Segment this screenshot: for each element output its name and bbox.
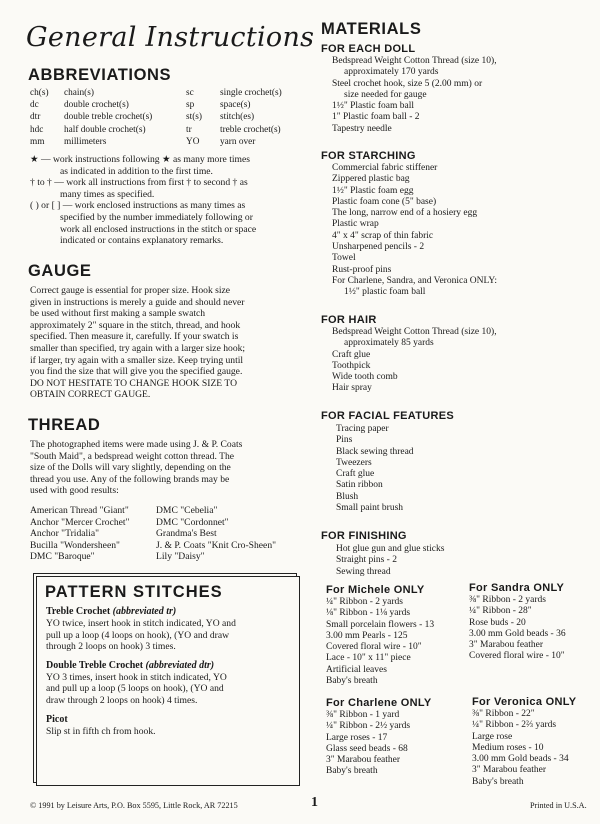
material-item: Tweezers <box>336 457 372 468</box>
stitch-abbreviation: (abbreviated dtr) <box>145 659 215 671</box>
abbreviation-code: sp <box>186 100 195 111</box>
material-item: Craft glue <box>336 469 375 480</box>
stitch-title: Treble Crochet <box>46 606 111 617</box>
material-item: Toothpick <box>332 360 371 371</box>
text-line: approximately 2" square in the stitch, thread, and hook <box>30 319 241 331</box>
material-item: Unsharpened pencils - 2 <box>332 242 425 253</box>
pattern-stitches-heading: PATTERN STITCHES <box>45 583 223 601</box>
charlene-heading: For Charlene ONLY <box>326 697 432 709</box>
sandra-heading: For Sandra ONLY <box>469 582 565 594</box>
text-line: size of the Dolls will vary slightly, depending on the <box>30 462 231 474</box>
material-item: ¼" Ribbon - 2 yards <box>326 597 403 607</box>
facial-heading: FOR FACIAL FEATURES <box>321 410 455 422</box>
stitch-instruction-line: pull up a loop (4 loops on hook), (YO and draw <box>46 629 230 641</box>
abbreviation-meaning: chain(s) <box>64 88 94 98</box>
copyright: © 1991 by Leisure Arts, P.O. Box 5595, Little Rock, AR 72215 <box>30 801 238 810</box>
abbreviations-heading: ABBREVIATIONS <box>28 66 172 84</box>
material-item: Satin ribbon <box>336 480 383 491</box>
abbreviation-meaning: millimeters <box>64 136 107 147</box>
abbreviation-code: dc <box>30 100 39 111</box>
material-item: Pins <box>336 435 353 446</box>
abbreviation-meaning: half double crochet(s) <box>64 124 146 135</box>
gauge-heading: GAUGE <box>28 262 92 280</box>
thread-brand: Lily "Daisy" <box>156 551 205 563</box>
material-item: 1½" Plastic foam egg <box>332 185 414 196</box>
material-item: Plastic foam cone (5" base) <box>332 196 437 207</box>
each-doll-heading: FOR EACH DOLL <box>321 43 416 55</box>
stitch-name <box>46 606 176 618</box>
thread-heading: THREAD <box>28 416 101 434</box>
starching-heading: FOR STARCHING <box>321 150 416 162</box>
material-item: Lace - 10" x 11" piece <box>326 653 411 664</box>
material-item: The long, narrow end of a hosiery egg <box>332 208 478 219</box>
michele-list <box>326 597 434 687</box>
material-item: 1½" plastic foam ball <box>344 287 426 298</box>
stitch-instruction-line: YO 3 times, insert hook in stitch indicated, YO <box>46 671 227 683</box>
material-item: 3" Marabou feather <box>469 640 544 651</box>
text-line: work all enclosed instructions in the stitch or space <box>60 223 257 235</box>
material-item: Hot glue gun and glue sticks <box>336 544 445 554</box>
each-doll-list <box>332 56 497 135</box>
material-item: Sewing thread <box>336 566 391 577</box>
hair-heading: FOR HAIR <box>321 314 377 326</box>
abbreviation-meaning: treble crochet(s) <box>220 124 281 135</box>
material-item: 3.00 mm Gold beads - 36 <box>469 628 566 639</box>
printed-in: Printed in U.S.A. <box>530 801 587 810</box>
text-line: specified. Then measure it, carefully. If your swatch is <box>30 331 239 343</box>
material-item: Bedspread Weight Cotton Thread (size 10), <box>332 327 497 337</box>
material-item: 4" x 4" scrap of thin fabric <box>332 230 434 241</box>
text-line: DO NOT HESITATE TO CHANGE HOOK SIZE TO <box>30 377 238 389</box>
text-line: you find the size that will give you the specified gauge. <box>30 366 243 378</box>
material-item: Wide tooth comb <box>332 372 398 383</box>
material-item: Small paint brush <box>336 503 404 514</box>
material-item: Commercial fabric stiffener <box>332 163 438 173</box>
abbreviation-meaning: yarn over <box>220 136 256 147</box>
abbreviation-meaning: double treble crochet(s) <box>64 112 153 123</box>
sandra-list <box>469 595 566 663</box>
material-item: Bedspread Weight Cotton Thread (size 10), <box>332 56 497 66</box>
text-line: Correct gauge is essential for proper size. Hook size <box>30 285 231 296</box>
thread-brand: DMC "Cebelia" <box>156 505 218 516</box>
material-item: Baby's breath <box>326 766 378 777</box>
abbreviation-code: sc <box>186 88 194 98</box>
abbreviation-code: dtr <box>30 112 41 123</box>
veronica-heading: For Veronica ONLY <box>472 696 577 708</box>
abbreviation-code: hdc <box>30 124 44 135</box>
thread-brand: DMC "Cordonnet" <box>156 516 229 528</box>
abbreviation-code: tr <box>186 124 192 135</box>
thread-brand: Grandma's Best <box>156 528 217 540</box>
facial-list <box>336 424 414 514</box>
text-line: indicated or contains explanatory remarks. <box>60 235 224 247</box>
thread-brand: Anchor "Tridalia" <box>30 528 100 540</box>
stitch-instruction-line: draw through 2 loops on hook) 4 times. <box>46 695 198 706</box>
stitch-title: Double Treble Crochet <box>46 659 144 671</box>
stitch-instruction-line: YO twice, insert hook in stitch indicated, YO and <box>46 618 236 629</box>
material-item: Rust-proof pins <box>332 264 392 275</box>
text-line: smaller than specified, try again with a larger size hook; <box>30 342 246 354</box>
abbreviation-meaning: double crochet(s) <box>64 100 129 111</box>
material-item: Blush <box>336 491 359 502</box>
text-line: used with good results: <box>30 485 119 497</box>
material-item: ¼" Ribbon - 28" <box>469 606 532 617</box>
material-item: ⅜" Ribbon - 1 yard <box>326 710 400 720</box>
thread-text <box>30 439 242 497</box>
michele-heading: For Michele ONLY <box>326 584 425 596</box>
material-item: 3" Marabou feather <box>326 755 401 766</box>
text-line: given in instructions is merely a guide and should never <box>30 296 245 308</box>
material-item: approximately 85 yards <box>344 338 434 349</box>
material-item: ¼" Ribbon - 2½ yards <box>326 721 411 732</box>
text-line: many times as specified. <box>60 188 155 200</box>
text-line: specified by the number immediately following or <box>60 211 253 223</box>
material-item: Plastic wrap <box>332 219 379 230</box>
finishing-heading: FOR FINISHING <box>321 530 407 542</box>
material-item: ⅛" Ribbon - 1⅛ yards <box>326 608 411 619</box>
stitch-instruction-line: Slip st in fifth ch from hook. <box>46 725 156 737</box>
material-item: Large rose <box>472 731 513 742</box>
abbreviation-meaning: single crochet(s) <box>220 88 282 98</box>
veronica-list <box>472 709 569 788</box>
material-item: Baby's breath <box>472 776 524 787</box>
thread-brand: J. & P. Coats "Knit Cro-Sheen" <box>156 539 277 551</box>
material-item: 3" Marabou feather <box>472 765 547 776</box>
page-number: 1 <box>311 795 318 810</box>
stitch-abbreviation: (abbreviated tr) <box>112 606 177 617</box>
stitch-name <box>46 660 214 672</box>
material-item: Steel crochet hook, size 5 (2.00 mm) or <box>332 78 483 89</box>
abbreviation-meaning: stitch(es) <box>220 112 255 123</box>
starching-list <box>332 163 497 299</box>
material-item: 3.00 mm Pearls - 125 <box>326 630 408 641</box>
thread-brand: DMC "Baroque" <box>30 551 95 563</box>
material-item: 1" Plastic foam ball - 2 <box>332 112 420 123</box>
abbreviation-code: ch(s) <box>30 88 49 98</box>
material-item: Rose buds - 20 <box>469 617 526 628</box>
page-title: General Instructions <box>26 22 315 53</box>
material-item: Straight pins - 2 <box>336 555 397 566</box>
material-item: Towel <box>332 253 356 264</box>
finishing-list <box>336 544 444 578</box>
text-line: if larger, try again with a smaller size. Keep trying until <box>30 354 244 366</box>
material-item: size needed for gauge <box>344 89 427 100</box>
text-line: The photographed items were made using J. & P. Coats <box>30 439 243 450</box>
material-item: For Charlene, Sandra, and Veronica ONLY: <box>332 275 497 286</box>
material-item: Covered floral wire - 10" <box>469 651 565 662</box>
material-item: Tapestry needle <box>332 123 392 134</box>
text-line: ( ) or [ ] — work enclosed instructions as many times as <box>30 200 246 212</box>
abbreviation-meaning: space(s) <box>220 100 251 111</box>
text-line: be used without first making a sample swatch <box>30 308 206 320</box>
material-item: Tracing paper <box>336 424 389 434</box>
text-line: as indicated in addition to the first time. <box>60 165 213 177</box>
abbreviation-code: mm <box>30 136 45 147</box>
materials-heading: MATERIALS <box>321 20 422 38</box>
material-item: 1½" Plastic foam ball <box>332 101 414 112</box>
material-item: Baby's breath <box>326 676 378 687</box>
material-item: Artificial leaves <box>326 664 387 675</box>
text-line: † to † — work all instructions from first † to second † as <box>30 177 248 189</box>
symbol-notes <box>30 154 256 247</box>
material-item: Small porcelain flowers - 13 <box>326 619 435 630</box>
hair-list <box>332 327 497 395</box>
material-item: approximately 170 yards <box>344 67 439 78</box>
material-item: Hair spray <box>332 383 372 394</box>
material-item: Glass seed beads - 68 <box>326 743 408 754</box>
material-item: Large roses - 17 <box>326 732 388 743</box>
material-item: Covered floral wire - 10" <box>326 642 422 653</box>
stitch-name <box>46 714 68 726</box>
text-line: OBTAIN CORRECT GAUGE. <box>30 389 151 401</box>
stitch-title: Picot <box>46 713 68 725</box>
material-item: Craft glue <box>332 349 371 360</box>
stitch-instruction-line: and pull up a loop (5 loops on hook), (YO and <box>46 683 224 695</box>
thread-brand: Anchor "Mercer Crochet" <box>30 516 130 528</box>
charlene-list <box>326 710 410 778</box>
material-item: Zippered plastic bag <box>332 174 410 185</box>
stitch-instruction-line: through 2 loops on hook) 3 times. <box>46 641 176 653</box>
material-item: ⅜" Ribbon - 22" <box>472 709 535 719</box>
material-item: Medium roses - 10 <box>472 742 544 753</box>
text-line: "South Maid", a bedspread weight cotton thread. The <box>30 450 235 462</box>
thread-brand: Bucilla "Wondersheen" <box>30 539 120 551</box>
gauge-text <box>30 285 245 401</box>
material-item: ¼" Ribbon - 2⅔ yards <box>472 720 557 731</box>
text-line: ★ — work instructions following ★ as many more times <box>30 154 250 165</box>
material-item: ⅜" Ribbon - 2 yards <box>469 595 546 605</box>
text-line: thread you use. Any of the following brands may be <box>30 473 230 485</box>
material-item: Black sewing thread <box>336 446 414 457</box>
abbreviation-code: YO <box>186 136 200 147</box>
thread-brand: American Thread "Giant" <box>30 505 129 516</box>
material-item: 3.00 mm Gold beads - 34 <box>472 754 569 765</box>
abbreviation-code: st(s) <box>186 112 203 123</box>
